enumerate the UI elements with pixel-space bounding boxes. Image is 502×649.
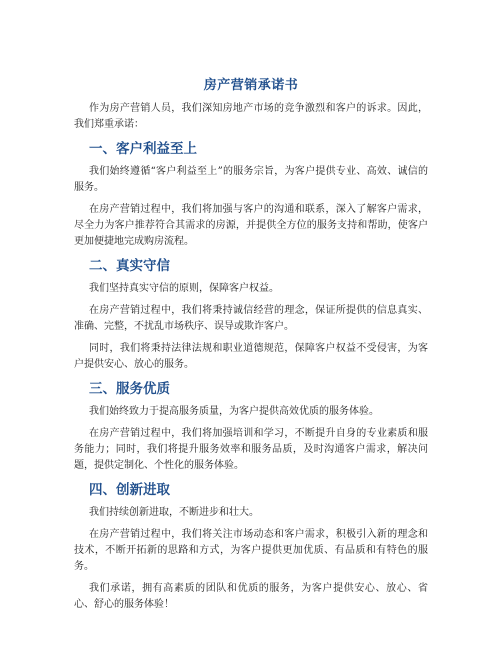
section-paragraph: 我们始终致力于提高服务质量，为客户提供高效优质的服务体验。 <box>89 406 379 417</box>
section-paragraph: 在房产营销过程中，我们将秉持诚信经营的理念，保证所提供的信息真实、准确、完整，不扰乱市场秩序、误导或欺诈客户。 <box>74 305 428 332</box>
section-heading-quality-service: 三、服务优质 <box>89 381 170 397</box>
section-paragraph: 在房产营销过程中，我们将加强与客户的沟通和联系，深入了解客户需求，尽全力为客户推荐符合其需求的房源，并提供全方位的服务支持和帮助，使客户更加便捷地完成购房流程。 <box>74 204 428 247</box>
section-paragraph: 我们持续创新进取，不断进步和壮大。 <box>89 507 259 518</box>
section-paragraph: 在房产营销过程中，我们将加强培训和学习，不断提升自身的专业素质和服务能力；同时，我们将提升服务效率和服务品质，及时沟通客户需求，解决问题，提供定制化、个性化的服务体验。 <box>74 428 428 471</box>
section-paragraph: 我们始终遵循“客户利益至上”的服务宗旨，为客户提供专业、高效、诚信的服务。 <box>74 166 428 193</box>
section-paragraph: 我们坚持真实守信的原则，保障客户权益。 <box>89 283 279 294</box>
section-heading-innovation: 四、创新进取 <box>89 482 170 498</box>
section-heading-honesty: 二、真实守信 <box>89 258 170 274</box>
document-title: 房产营销承诺书 <box>203 78 299 93</box>
section-paragraph: 同时，我们将秉持法律法规和职业道德规范，保障客户权益不受侵害，为客户提供安心、放心的服务。 <box>74 343 428 370</box>
section-paragraph: 在房产营销过程中，我们将关注市场动态和客户需求，积极引入新的理念和技术，不断开拓新的思路和方式，为客户提供更加优质、有品质和有特色的服务。 <box>74 529 428 572</box>
intro-paragraph: 作为房产营销人员，我们深知房地产市场的竞争激烈和客户的诉求。因此，我们郑重承诺： <box>74 103 428 130</box>
section-paragraph: 我们承诺，拥有高素质的团队和优质的服务，为客户提供安心、放心、省心、舒心的服务体验！ <box>74 583 428 610</box>
section-heading-customer-interest: 一、客户利益至上 <box>89 141 197 157</box>
